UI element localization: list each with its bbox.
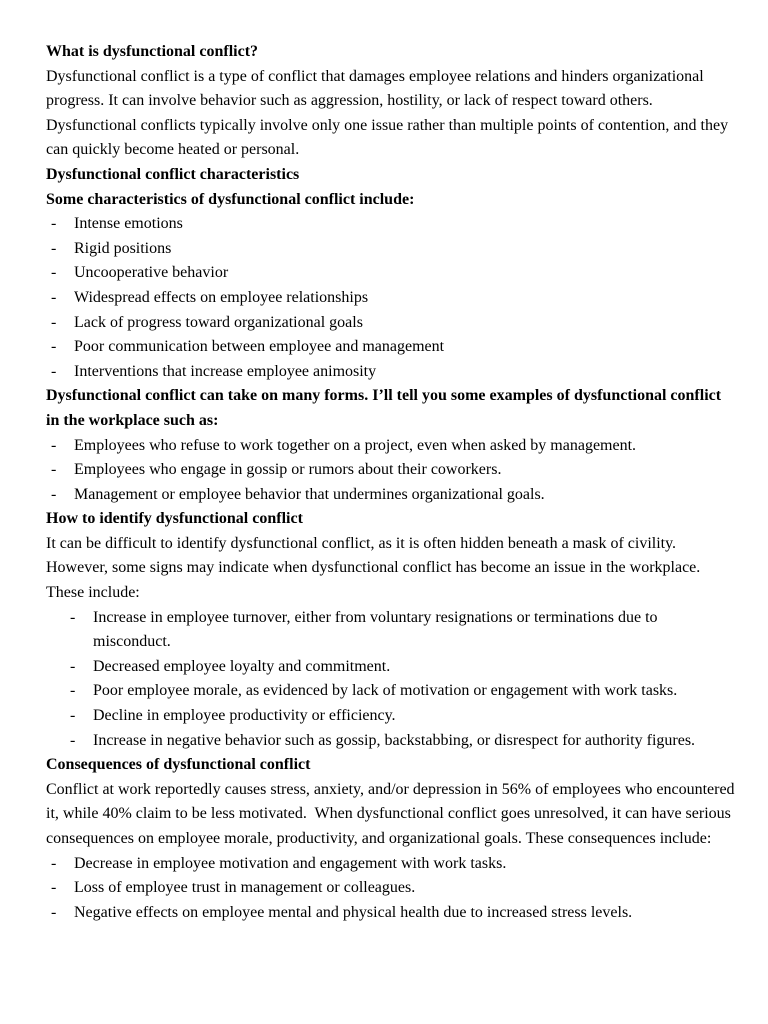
list-item: - Poor employee morale, as evidenced by lack of motivation or engagement with work tasks. [46, 679, 736, 704]
list-item: - Employees who engage in gossip or rumors about their coworkers. [46, 458, 736, 483]
list-item: - Decreased employee loyalty and commitment. [46, 655, 736, 680]
section-paragraph-identify: It can be difficult to identify dysfunctional conflict, as it is often hidden beneath a mask of civility. However, some signs may indicate when dysfunctional conflict has become an issue in the workplace. These include: [46, 534, 701, 602]
examples-list [46, 434, 736, 508]
section-subheading-characteristics: Some characteristics of dysfunctional conflict include: [46, 190, 415, 208]
list-item: - Interventions that increase employee animosity [46, 360, 736, 385]
list-item: - Management or employee behavior that undermines organizational goals. [46, 483, 736, 508]
list-item: - Intense emotions [46, 212, 736, 237]
characteristics-list [46, 212, 736, 384]
list-item: - Employees who refuse to work together on a project, even when asked by management. [46, 434, 736, 459]
list-item: - Decrease in employee motivation and engagement with work tasks. [46, 852, 736, 877]
document-page [46, 40, 739, 925]
list-item: - Loss of employee trust in management or colleagues. [46, 876, 736, 901]
section-heading-characteristics: Dysfunctional conflict characteristics [46, 165, 300, 183]
list-item: - Increase in employee turnover, either from voluntary resignations or terminations due to misconduct. [46, 606, 736, 655]
list-item: - Poor communication between employee and management [46, 335, 736, 360]
list-item: - Uncooperative behavior [46, 261, 736, 286]
section-heading-identify: How to identify dysfunctional conflict [46, 510, 303, 528]
signs-list [46, 606, 736, 754]
section-heading-what-is: What is dysfunctional conflict? [46, 43, 259, 60]
section-heading-consequences: Consequences of dysfunctional conflict [46, 756, 311, 774]
list-item: - Widespread effects on employee relationships [46, 286, 736, 311]
section-heading-examples: Dysfunctional conflict can take on many forms. I’ll tell you some examples of dysfunctional conflict in the workplace such as: [46, 387, 722, 429]
section-paragraph-what-is: Dysfunctional conflict is a type of conflict that damages employee relations and hinders organizational progress. It can involve behavior such as aggression, hostility, or lack of respect toward others. Dysfunctional conflicts typically involve only one issue rather than multiple points of contention, and they can quickly become heated or personal. [46, 67, 733, 159]
section-paragraph-consequences: Conflict at work reportedly causes stress, anxiety, and/or depression in 56% of employees who encountered it, while 40% claim to be less motivated. When dysfunctional conflict goes unresolved, it can have serious consequences on employee morale, productivity, and organizational goals. These consequences include: [46, 780, 739, 847]
consequences-list [46, 852, 736, 926]
list-item: - Lack of progress toward organizational goals [46, 311, 736, 336]
list-item: - Increase in negative behavior such as gossip, backstabbing, or disrespect for authority figures. [46, 729, 736, 754]
list-item: - Decline in employee productivity or efficiency. [46, 704, 736, 729]
list-item: - Negative effects on employee mental and physical health due to increased stress levels. [46, 901, 736, 926]
list-item: - Rigid positions [46, 237, 736, 262]
